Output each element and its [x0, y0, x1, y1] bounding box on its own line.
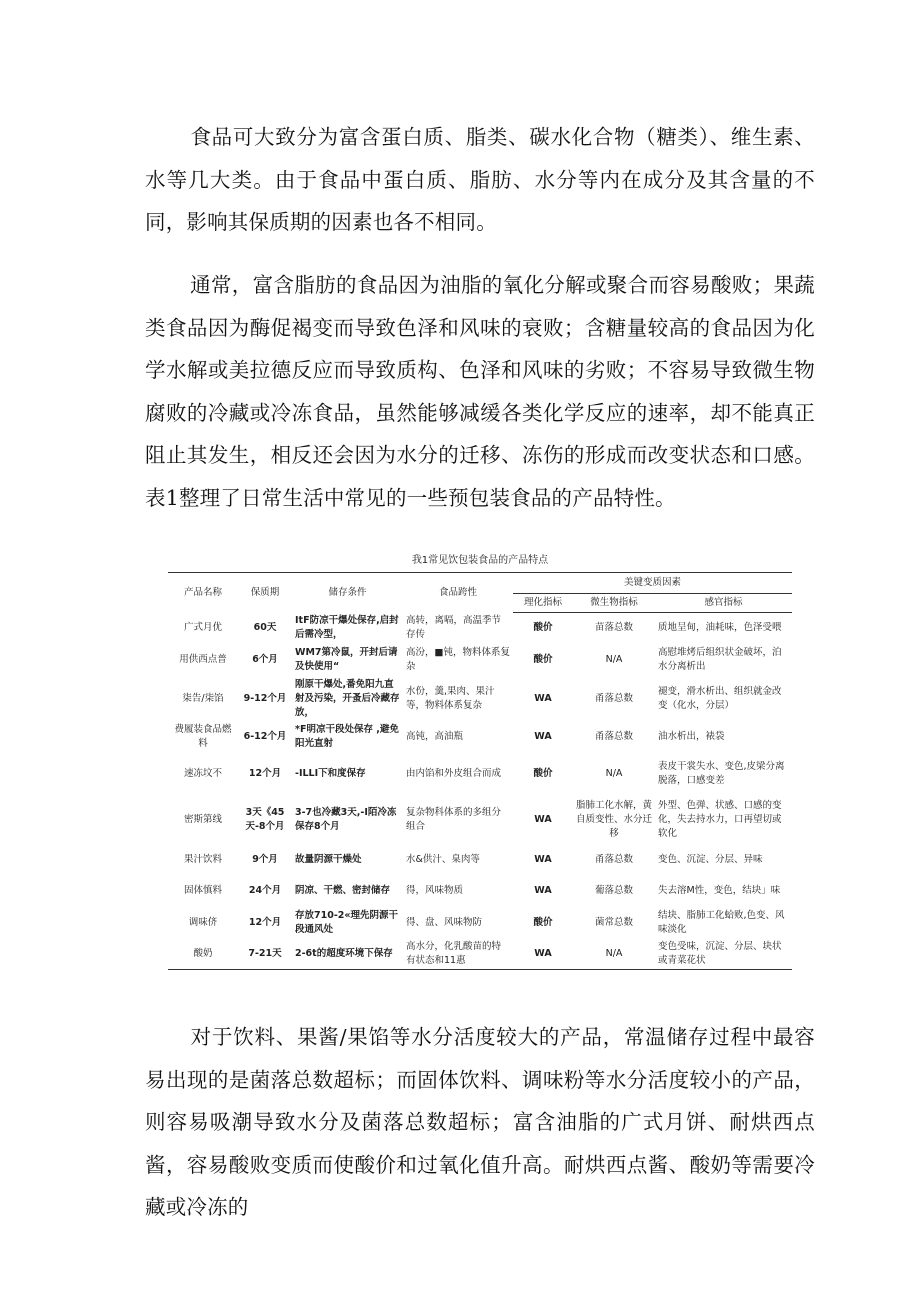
cell-shelf-life: 9个月 — [252, 853, 278, 865]
cell-product-name: 调味侪 — [188, 917, 218, 928]
table-row — [168, 845, 792, 875]
cell-sensory: 高慰堆烤后组织状金破坏，泊水分离析出 — [658, 646, 782, 672]
header-microbial: 微生物指标 — [573, 594, 655, 613]
cell-storage: 故量阴源干燥处 — [295, 853, 362, 865]
table-row — [168, 643, 792, 677]
paragraph-intro-text: 食品可大致分为富含蛋白质、脂类、碳水化合物（糖类）、维生素、水等几大类。由于食品中蛋白质、脂肪、水分等内在成分及其含量的不同，影响其保质期的因素也各不相同。 — [145, 125, 815, 234]
table-body — [168, 613, 792, 970]
cell-physicochemical: WA — [534, 947, 552, 959]
cell-physicochemical: 酸价 — [533, 767, 553, 779]
cell-food-property: 高钝，高油瓶 — [406, 731, 464, 742]
cell-food-property: 水份，羹,果肉、果汁等，物料体系复杂 — [406, 686, 495, 711]
cell-food-property: 高水分，化乳酸苗的特有状态和11惠 — [406, 940, 502, 966]
cell-product-name: 酸奶 — [193, 947, 213, 959]
cell-physicochemical: WA — [534, 731, 552, 742]
cell-product-name: 费履装食品燃料 — [174, 724, 232, 749]
cell-sensory: 表皮干裳失水、变色,皮梁分离脱落，口感变差 — [658, 760, 785, 786]
cell-food-property: 水&供汁、臬肉等 — [406, 853, 480, 865]
cell-product-name: 用供西点普 — [179, 653, 227, 665]
cell-food-property: 复杂物科体系的多组分组合 — [406, 806, 502, 832]
cell-food-property: 由内馅和外皮组合而成 — [406, 767, 502, 779]
cell-storage: 阴凉、干燃、密封储存 — [295, 885, 391, 896]
header-spoilage-factors: 美键变质因素 — [513, 573, 792, 594]
cell-storage: WM7第冷鼠，开封后请及快使用“ — [295, 646, 398, 672]
cell-shelf-life: 9-12个月 — [243, 693, 287, 704]
header-physicochemical: 理化指标 — [513, 594, 573, 613]
cell-product-name: 柒告/柒馅 — [182, 693, 224, 704]
header-shelf-life: 保质期 — [250, 586, 280, 598]
cell-storage: ItF防凉干爆处保存,启封后需冷型， — [295, 614, 399, 640]
cell-storage: *F明凉干段处保存 ,避免阳光直射 — [295, 724, 399, 749]
table-row — [168, 722, 792, 753]
cell-product-name: 速冻坟不 — [183, 767, 222, 779]
cell-sensory: 变色受味，沉淀、分层、块状或青菜花状 — [658, 940, 782, 966]
paragraph-spoilage — [145, 264, 815, 519]
cell-sensory: 油水析出，裱袋 — [658, 731, 725, 742]
cell-shelf-life: 7-21天 — [248, 947, 282, 959]
cell-microbial: N/A — [605, 947, 623, 959]
cell-microbial: N/A — [605, 767, 623, 779]
paragraph-water-activity — [145, 1016, 815, 1229]
cell-storage: 2-6t的超度环境下保存 — [295, 947, 393, 959]
cell-shelf-life: 60天 — [253, 621, 277, 633]
table-row — [168, 677, 792, 722]
cell-sensory: 褪变，滑水析出、组织就金改变（化水，分层） — [658, 686, 782, 711]
cell-physicochemical: WA — [534, 885, 552, 896]
cell-physicochemical: WA — [534, 813, 552, 825]
cell-microbial: 菌常总数 — [594, 917, 633, 928]
cell-product-name: 密斯第线 — [183, 813, 222, 825]
table-row — [168, 939, 792, 970]
cell-physicochemical: 酸价 — [533, 917, 553, 928]
paragraph-spoilage-text: 通常，富含脂肪的食品因为油脂的氧化分解或聚合而容易酸败；果蔬类食品因为酶促褐变而导致色泽和风味的衰败；含糖量较高的食品因为化学水解或美拉德反应而导致质构、色泽和风味的劣败；不容易导致微生物腐败的冷藏或冷冻食品，虽然能够减缓各类化学反应的速率，却不能真正阻止其发生，相反还会因为水分的迁移、冻伤的形成而改变状态和口感。表1整理了日常生活中常见的一些预包装食品的产品特性。 — [145, 273, 815, 510]
table-row — [168, 875, 792, 908]
product-characteristics-table — [168, 572, 792, 970]
cell-physicochemical: 酸价 — [533, 621, 553, 633]
cell-microbial: N/A — [605, 653, 623, 665]
cell-storage: -ILLI下和度保存 — [295, 767, 366, 779]
cell-food-property: 高转，离嗝，高温季节存传 — [406, 614, 502, 640]
cell-sensory: 外型、色弹、状感、口感的变化，失去持水力，口再望切或软化 — [658, 799, 782, 839]
cell-shelf-life: 24个月 — [248, 885, 282, 896]
cell-product-name: 广式月优 — [183, 621, 222, 633]
header-name: 产品名称 — [183, 586, 222, 598]
paragraph-water-activity-text: 对于饮料、果酱/果馅等水分活度较大的产品，常温储存过程中最容易出现的是菌落总数超标；而固体饮料、调味粉等水分活度较小的产品，则容易吸潮导致水分及菌落总数超标；富含油脂的广式月饼、耐烘西点酱，容易酸败变质而使酸价和过氧化值升高。耐烘西点酱、酸奶等需要冷藏或冷冻的 — [145, 1025, 815, 1219]
cell-sensory: 失去溶M性，变色，结块」味 — [658, 885, 781, 896]
cell-shelf-life: 12个月 — [248, 767, 282, 779]
cell-shelf-life: 12个月 — [248, 917, 282, 928]
cell-physicochemical: 酸价 — [533, 653, 553, 665]
product-table-block — [168, 554, 792, 970]
table-row — [168, 613, 792, 643]
cell-microbial: 甬落总数 — [594, 731, 633, 742]
cell-storage: 刚原干爆处,番免阳九直射及污染，开蚤后冷藏存放， — [295, 679, 400, 718]
cell-food-property: 高汾，■钝，物料体系复杂 — [406, 646, 510, 672]
cell-microbial: 甬落总数 — [594, 693, 633, 704]
cell-product-name: 果汁饮料 — [183, 853, 222, 865]
cell-shelf-life: 3天《45天-8个月 — [245, 806, 285, 832]
cell-microbial: 苗落总数 — [594, 621, 633, 633]
table-row — [168, 795, 792, 845]
cell-microbial: 脂肺工化水解，黄自质变性、水分迁移 — [576, 799, 653, 839]
cell-physicochemical: WA — [534, 853, 552, 865]
header-sensory: 感官指标 — [655, 594, 792, 613]
cell-product-name: 固体慎料 — [183, 885, 222, 896]
cell-physicochemical: WA — [534, 693, 552, 704]
cell-shelf-life: 6-12个月 — [243, 731, 287, 742]
header-storage: 储存条件 — [328, 586, 367, 598]
cell-sensory: 质地呈甸，油耗味，色泽受喂 — [658, 621, 782, 633]
cell-storage: 3-7也冷藏3天,-I陌冷冻保存8个月 — [295, 806, 397, 832]
cell-sensory: 变色、沉淀、分层、异味 — [658, 853, 763, 865]
cell-food-property: 得、盘、风味物防 — [406, 917, 483, 928]
table-caption: 我1常见饮包装食品的产品特点 — [411, 555, 549, 566]
cell-microbial: 葡落总数 — [594, 885, 633, 896]
header-food-property: 食品跨性 — [438, 586, 477, 598]
cell-sensory: 结块、脂肺工化蛤败,色变、风味淡化 — [658, 910, 785, 935]
table-row — [168, 908, 792, 939]
cell-storage: 存放710-2«理先阴源干段通风处 — [295, 910, 399, 935]
paragraph-intro — [145, 116, 815, 244]
table-row — [168, 753, 792, 795]
cell-microbial: 甬落总数 — [594, 853, 633, 865]
cell-food-property: 得，风味物质 — [406, 885, 464, 896]
cell-shelf-life: 6个月 — [252, 653, 278, 665]
